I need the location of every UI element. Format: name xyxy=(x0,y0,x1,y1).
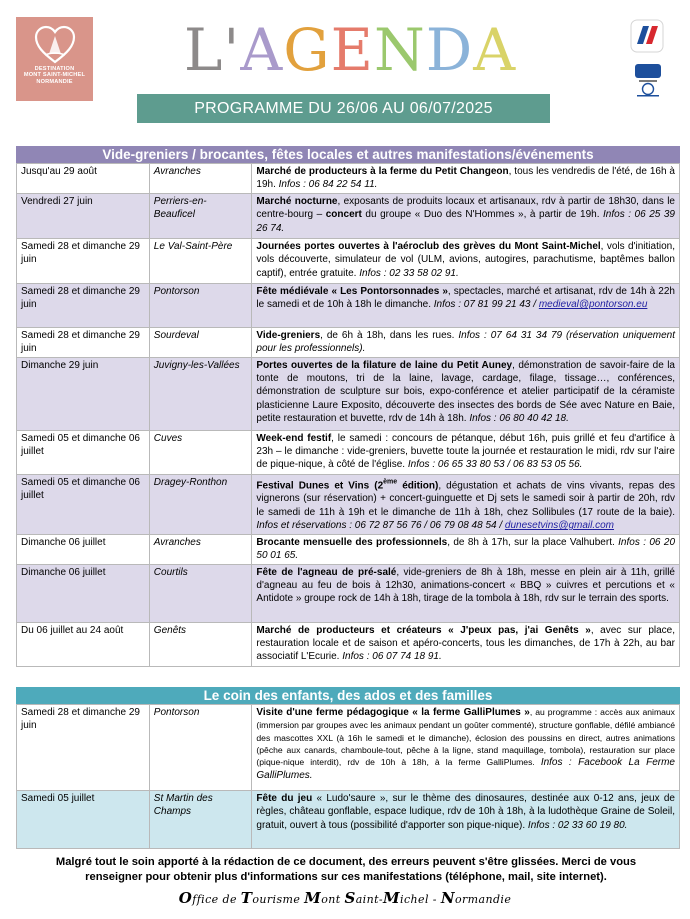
event-place: Sourdeval xyxy=(149,327,252,357)
events-table xyxy=(16,163,680,667)
table-row xyxy=(17,283,680,327)
table-row xyxy=(17,791,680,849)
logo-text: DESTINATION MONT SAINT-MICHEL NORMANDIE xyxy=(23,66,86,85)
title-letter: E xyxy=(330,16,374,84)
title-letter: A xyxy=(240,16,284,84)
agenda-title xyxy=(183,14,517,86)
section-title: Le coin des enfants, des ados et des familles xyxy=(203,688,493,703)
event-date: Vendredi 27 juin xyxy=(17,193,150,238)
email-link[interactable]: dunesetvins@gmail.com xyxy=(504,520,615,532)
table-row xyxy=(17,564,680,622)
title-letter: D xyxy=(425,16,474,84)
event-place: Le Val-Saint-Père xyxy=(149,238,252,283)
table-row xyxy=(17,193,680,238)
event-place: Pontorson xyxy=(149,283,252,327)
event-place: Perriers-en-Beauficel xyxy=(149,193,252,238)
event-place: Avranches xyxy=(149,534,252,564)
event-description: Visite d'une ferme pédagogique « la ferme GalliPlumes », au programme : accès aux animaux (immersion par groupes avec les animaux pendant un goûter commenté), structure gonflable, défilé ambiancé des mascottes XXL (à 16h le samedi et le dimanche), éclosion des poussins en direct, autres animations (pêche aux canards, chamboule-tout, pêche à la ligne, stand maquillage, tombola), restauration sur place (pique-nique interdit), rdv de 10h à 18h, à la ferme GalliPlumes. Infos : Facebook La Ferme GalliPlumes. xyxy=(252,705,680,791)
title-letter: N xyxy=(373,16,426,84)
event-place: Courtils xyxy=(149,564,252,622)
event-date: Samedi 28 et dimanche 29 juin xyxy=(17,238,150,283)
event-date: Samedi 28 et dimanche 29 juin xyxy=(17,327,150,357)
event-description: Vide-greniers, de 6h à 18h, dans les rues. Infos : 07 64 31 34 79 (réservation uniquement pour les professionnels). xyxy=(252,327,680,357)
heart-mont-icon xyxy=(33,22,77,66)
event-place: Pontorson xyxy=(149,705,252,791)
table-row xyxy=(17,474,680,534)
event-place: Juvigny-les-Vallées xyxy=(149,357,252,430)
table-row xyxy=(17,430,680,474)
event-place: Genêts xyxy=(149,622,252,666)
title-letter: G xyxy=(283,16,331,84)
table-row xyxy=(17,164,680,194)
qualite-tourisme-badge xyxy=(629,18,665,54)
table-row xyxy=(17,238,680,283)
event-description: Marché de producteurs à la ferme du Petit Changeon, tous les vendredis de l'été, de 16h à 19h. Infos : 06 84 22 54 11. xyxy=(252,164,680,194)
event-place: Dragey-Ronthon xyxy=(149,474,252,534)
table-row xyxy=(17,534,680,564)
event-date: Jusqu'au 29 août xyxy=(17,164,150,194)
event-description: Marché de producteurs et créateurs « J'peux pas, j'ai Genêts », avec sur place, restauration locale et de saison et apéro-concerts, tous les dimanches, de 17h à 22h, au bar associatif L'Ecurie. Infos : 06 07 74 18 91. xyxy=(252,622,680,666)
event-date: Samedi 28 et dimanche 29 juin xyxy=(17,283,150,327)
event-date: Samedi 28 et dimanche 29 juin xyxy=(17,705,150,791)
event-description: Festival Dunes et Vins (2ème édition), dégustation et achats de vins vivants, repas des vignerons (sur réservation) + concert-guinguette et Dj sets le samedi soir à partir de 20h, rdv le samedi de 11h à 19h et le dimanche de 11h à 18h, chez Sollibules (17 route de la baie). Infos et réservations : 06 72 87 56 76 / 06 79 08 48 54 / dunesetvins@gmail.com xyxy=(252,474,680,534)
program-banner xyxy=(137,94,550,123)
destination-logo xyxy=(16,17,93,101)
section-title: Vide-greniers / brocantes, fêtes locales et autres manifestations/événements xyxy=(102,147,594,162)
office-signature: Office de Tourisme Mont Saint-Michel - Normandie xyxy=(178,889,512,907)
event-date: Du 06 juillet au 24 août xyxy=(17,622,150,666)
table-row xyxy=(17,327,680,357)
section-family-header xyxy=(16,687,680,704)
event-date: Samedi 05 juillet xyxy=(17,791,150,849)
event-date: Samedi 05 et dimanche 06 juillet xyxy=(17,474,150,534)
event-description: Journées portes ouvertes à l'aéroclub des grèves du Mont Saint-Michel, vols d'initiation, vols découverte, simulateur de vol (ULM, avions, autogires, parachutisme, baptêmes ballon captif), entrée gratuite. Infos : 02 33 58 02 91. xyxy=(252,238,680,283)
table-row xyxy=(17,622,680,666)
event-place: Cuves xyxy=(149,430,252,474)
event-place: Avranches xyxy=(149,164,252,194)
event-description: Fête médiévale « Les Pontorsonnades », spectacles, marché et artisanat, rdv de 14h à 22h le samedi et de 10h à 18h le dimanche. Infos : 07 81 99 21 43 / medieval@pontorson.eu xyxy=(252,283,680,327)
event-description: Fête de l'agneau de pré-salé, vide-greniers de 8h à 18h, messe en plein air à 11h, grillé d'agneau au feu de bois à 12h30, animations-concert « BBQ » cuivres et percutions et « Antidote » groupe rock de 14h à 18h, tirage de la tombola à 18h, rdv sur le terrain des sports. xyxy=(252,564,680,622)
table-row xyxy=(17,357,680,430)
family-events-table xyxy=(16,704,680,849)
title-letter: ' xyxy=(223,16,241,84)
program-label: PROGRAMME DU 26/06 AU 06/07/2025 xyxy=(194,99,493,117)
event-description: Marché nocturne, exposants de produits locaux et artisanaux, rdv à partir de 18h30, dans le centre-bourg – concert du groupe « Duo des N'Hommes », à partir de 19h. Infos : 06 25 39 26 74. xyxy=(252,193,680,238)
event-place: St Martin des Champs xyxy=(149,791,252,849)
event-date: Dimanche 29 juin xyxy=(17,357,150,430)
event-date: Dimanche 06 juillet xyxy=(17,564,150,622)
event-description: Fête du jeu « Ludo'saure », sur le thème des dinosaures, destinée aux 0-12 ans, jeux de règles, château gonflable, espace ludique, rdv de 10h à 18h, à la ludothèque Graine de Soleil, gratuit, ouvert à tous (possibilité d'apporter son pique-nique). Infos : 02 33 60 19 80. xyxy=(252,791,680,849)
disclaimer-note: Malgré tout le soin apporté à la rédaction de ce document, des erreurs peuvent s'être glissées. Merci de vous renseigner pour obtenir plus d'informations sur ces manifestations (téléphone, mail, site internet). xyxy=(55,856,637,883)
event-description: Brocante mensuelle des professionnels, de 8h à 17h, sur la place Valhubert. Infos : 06 20 50 01 65. xyxy=(252,534,680,564)
event-description: Week-end festif, le samedi : concours de pétanque, début 16h, puis grillé et feu d'artifice à 23h – le dimanche : vide-greniers, buvette toute la journée et restauration le midi, rdv sur l'aire de pique-nique, à côté de l'église. Infos : 06 65 33 80 53 / 06 83 53 05 56. xyxy=(252,430,680,474)
event-date: Dimanche 06 juillet xyxy=(17,534,150,564)
section-events-header xyxy=(16,146,680,163)
email-link[interactable]: medieval@pontorson.eu xyxy=(538,299,648,311)
title-letter: L xyxy=(183,16,224,84)
event-description: Portes ouvertes de la filature de laine du Petit Auney, démonstration de savoir-faire de la tonte de moutons, tri de la laine, lavage, cardage, filage, tissage…, conférences, démonstration de sculpture sur bois, expo-conférence et atelier participatif de la céramiste plasticienne Laure Exposito, découverte des insectes des bords de Sée avec Nature en Baie, petite restauration et buvette, rdv de 14h à 18h. Infos : 06 80 40 42 18. xyxy=(252,357,680,430)
event-date: Samedi 05 et dimanche 06 juillet xyxy=(17,430,150,474)
title-letter: A xyxy=(473,16,517,84)
table-row xyxy=(17,705,680,791)
tourisme-handicap-badge xyxy=(631,62,665,98)
